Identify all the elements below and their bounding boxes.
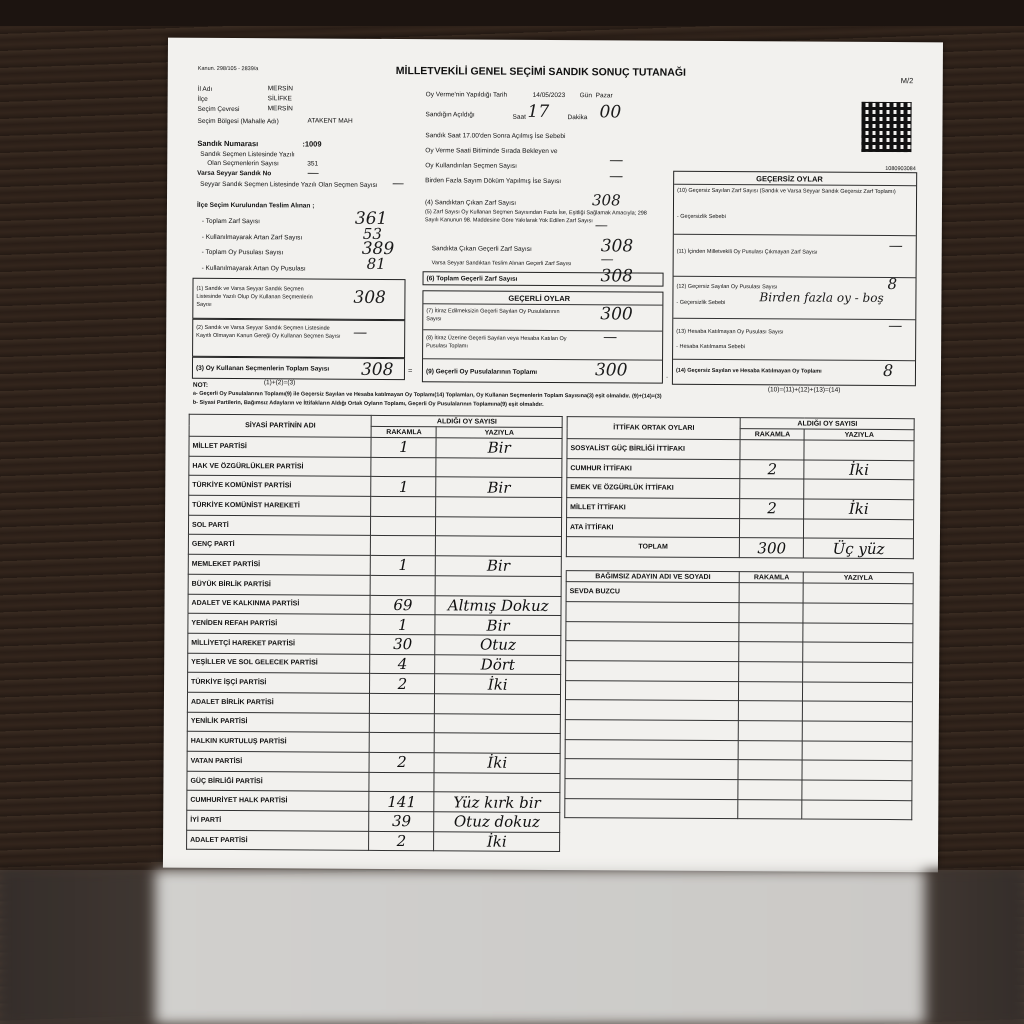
table-row bbox=[188, 613, 561, 635]
r6a-label: Sandıkta Çıkan Geçerli Zarf Sayısı bbox=[431, 245, 532, 253]
parties-name-cell: HALKIN KURTULUŞ PARTİSİ bbox=[187, 732, 370, 753]
r12-value: 8 bbox=[887, 275, 898, 294]
empty-cell bbox=[802, 741, 912, 761]
empty-cell bbox=[738, 780, 802, 800]
line-c-value: — bbox=[609, 168, 624, 185]
empty-cell bbox=[739, 681, 803, 701]
empty-row bbox=[565, 680, 912, 702]
table-row bbox=[189, 436, 562, 458]
bagimsiz-col-num: RAKAMLA bbox=[740, 572, 804, 583]
box-2 bbox=[192, 319, 405, 358]
blurred-overlay bbox=[0, 870, 1024, 1024]
empty-cell bbox=[803, 642, 913, 662]
r6b-label: Varsa Seyyar Sandıktan Teslim Alınan Geçerli Zarf Sayısı bbox=[431, 260, 572, 268]
barcode-number: 1080903084 bbox=[885, 166, 916, 173]
parties-name-cell: TÜRKİYE KOMÜNİST HAREKETİ bbox=[189, 495, 372, 516]
table-row bbox=[187, 751, 560, 773]
empty-cell bbox=[565, 779, 739, 800]
ittifak-num-cell: 2 bbox=[740, 459, 804, 479]
table-row bbox=[189, 456, 562, 478]
teslim-row-value: 53 bbox=[362, 224, 382, 243]
parties-text-cell bbox=[436, 457, 562, 477]
parties-text-cell bbox=[436, 517, 562, 537]
form-number: M/2 bbox=[900, 76, 914, 86]
parties-text-cell: Otuz bbox=[435, 635, 561, 655]
seyyar-no-value: — bbox=[307, 165, 320, 180]
table-row bbox=[188, 653, 561, 675]
bagimsiz-num-cell bbox=[739, 583, 803, 603]
bagimsiz-name-cell: SEVDA BUZCU bbox=[566, 582, 740, 603]
note-b: b- Siyasi Partilerin, Bağımsız Adayların ve İttifakların Aldığı Ortak Oyların Toplamı, Geçerli Oy Pusulalarının Toplamına(9) eşit olmalıdır. bbox=[192, 399, 544, 408]
r6b-value: — bbox=[600, 252, 614, 268]
ittifak-col-votes: ALDIĞI OY SAYISI bbox=[741, 418, 915, 430]
empty-cell bbox=[566, 601, 740, 622]
acilis-label: Sandığın Açıldığı bbox=[425, 111, 475, 119]
empty-row bbox=[566, 601, 913, 623]
r11-value: — bbox=[888, 238, 903, 255]
table-row bbox=[567, 439, 914, 461]
parties-num-cell: 4 bbox=[370, 654, 435, 674]
parties-num-cell: 39 bbox=[369, 811, 434, 831]
table-row bbox=[188, 673, 561, 695]
parties-table bbox=[186, 414, 563, 853]
parties-num-cell: 1 bbox=[371, 556, 436, 576]
ittifak-name-cell: ATA İTTİFAKI bbox=[566, 517, 740, 538]
ittifak-total-num: 300 bbox=[740, 538, 804, 558]
parties-name-cell: GÜÇ BİRLİĞİ PARTİSİ bbox=[187, 771, 370, 792]
box3-value: 308 bbox=[360, 359, 394, 381]
r11-label: (11) İçinden Milletvekili Oy Pusulası Çıkmayan Zarf Sayısı bbox=[676, 248, 818, 256]
table-row bbox=[187, 791, 560, 813]
empty-cell bbox=[803, 603, 913, 623]
bolge-label: Seçim Bölgesi (Mahalle Adı) bbox=[197, 117, 279, 126]
r5-value: — bbox=[594, 218, 608, 234]
empty-row bbox=[565, 700, 912, 722]
parties-num-cell: 1 bbox=[371, 477, 436, 497]
parties-num-cell: 2 bbox=[369, 831, 434, 851]
parties-name-cell: MİLLET PARTİSİ bbox=[189, 436, 372, 457]
r7-label: (7) İtiraz Edilmeksizin Geçerli Sayılan Oy Pusulalarının Sayısı bbox=[426, 308, 560, 323]
il-label: İl Adı bbox=[197, 85, 213, 93]
box2-value: — bbox=[353, 324, 368, 341]
cevre-value: MERSİN bbox=[267, 105, 293, 113]
kayitli-label-1: Sandık Seçmen Listesinde Yazılı bbox=[200, 150, 295, 159]
teslim-heading: İlçe Seçim Kurulundan Teslim Alınan ; bbox=[196, 201, 315, 210]
teslim-row-label: - Toplam Oy Pusulası Sayısı bbox=[201, 248, 284, 257]
parties-col-votes: ALDIĞI OY SAYISI bbox=[372, 415, 563, 427]
line-c-label: Birden Fazla Sayım Döküm Yapılmış İse Sayısı bbox=[425, 177, 562, 186]
empty-cell bbox=[803, 682, 913, 702]
parties-name-cell: YEŞİLLER VE SOL GELECEK PARTİSİ bbox=[188, 653, 371, 674]
parties-name-cell: SOL PARTİ bbox=[188, 515, 371, 536]
parties-num-cell: 69 bbox=[370, 595, 435, 615]
table-row bbox=[567, 458, 914, 480]
parties-name-cell: MİLLİYETÇİ HAREKET PARTİSİ bbox=[188, 633, 371, 654]
r12-reason: Birden fazla oy - boş bbox=[759, 290, 884, 306]
parties-name-cell: MEMLEKET PARTİSİ bbox=[188, 554, 371, 575]
parties-num-cell bbox=[369, 772, 434, 792]
parties-text-cell bbox=[436, 536, 562, 556]
ittifak-num-cell: 2 bbox=[740, 499, 804, 519]
empty-cell bbox=[739, 642, 803, 662]
kayitli-value: 351 bbox=[307, 160, 319, 168]
empty-row bbox=[565, 759, 912, 781]
not-label: NOT: bbox=[192, 381, 209, 389]
empty-cell bbox=[565, 720, 739, 741]
seyyar-no-label: Varsa Seyyar Sandık No bbox=[197, 169, 272, 178]
parties-name-cell: YENİDEN REFAH PARTİSİ bbox=[188, 613, 371, 634]
empty-row bbox=[566, 641, 913, 663]
parties-text-cell: İki bbox=[434, 832, 560, 852]
ittifak-num-cell bbox=[740, 479, 804, 499]
parties-text-cell: İki bbox=[435, 674, 561, 694]
parties-num-cell bbox=[371, 457, 436, 477]
parties-num-cell bbox=[370, 713, 435, 733]
empty-cell bbox=[565, 798, 739, 819]
box-1 bbox=[192, 278, 405, 320]
parties-num-cell: 1 bbox=[370, 615, 435, 635]
gecersiz-heading: GEÇERSİZ OYLAR bbox=[756, 174, 823, 184]
table-row bbox=[187, 732, 560, 754]
r13-label: (13) Hesaba Katılmayan Oy Pusulası Sayısı bbox=[676, 328, 784, 336]
ittifak-name-cell: SOSYALİST GÜÇ BİRLİĞİ İTTİFAKI bbox=[567, 439, 741, 460]
table-row bbox=[188, 515, 561, 537]
ittifak-total-text: Üç yüz bbox=[804, 538, 914, 558]
table-row bbox=[187, 692, 560, 714]
saat-label: Saat bbox=[512, 113, 526, 121]
parties-num-cell: 2 bbox=[370, 674, 435, 694]
parties-col-text: YAZIYLA bbox=[436, 427, 562, 439]
gecersiz-formula: (10)=(11)+(12)+(13)=(14) bbox=[767, 386, 841, 394]
parties-text-cell: Otuz dokuz bbox=[434, 812, 560, 832]
empty-row bbox=[565, 779, 912, 801]
not-formula: (1)+(2)=(3) bbox=[263, 379, 296, 387]
oy-tarih-value: 14/05/2023 bbox=[532, 91, 566, 100]
empty-cell bbox=[565, 700, 739, 721]
r4-label: (4) Sandıktan Çıkan Zarf Sayısı bbox=[424, 199, 517, 207]
box3-label: (3) Oy Kullanan Seçmenlerin Toplam Sayısı bbox=[195, 364, 330, 373]
empty-cell bbox=[739, 662, 803, 682]
parties-text-cell bbox=[436, 497, 562, 517]
parties-name-cell: ADALET BİRLİK PARTİSİ bbox=[187, 692, 370, 713]
ittifak-text-cell: İki bbox=[804, 499, 914, 519]
table-row bbox=[567, 498, 914, 520]
seyyar-value: — bbox=[392, 176, 405, 191]
empty-cell bbox=[802, 760, 912, 780]
empty-cell bbox=[739, 740, 803, 760]
parties-name-cell: TÜRKİYE İŞÇİ PARTİSİ bbox=[188, 673, 371, 694]
parties-name-cell: HAK VE ÖZGÜRLÜKLER PARTİSİ bbox=[189, 456, 372, 477]
line-b1-label: Oy Verme Saati Bitiminde Sırada Bekleyen ve bbox=[425, 147, 558, 156]
r14-label: (14) Geçersiz Sayılan ve Hesaba Katılmayan Oy Toplamı bbox=[675, 367, 822, 375]
parties-num-cell bbox=[370, 733, 435, 753]
table-row bbox=[566, 582, 913, 604]
empty-cell bbox=[565, 759, 739, 780]
ittifak-total-label: TOPLAM bbox=[566, 537, 740, 558]
parties-col-name: SİYASİ PARTİNİN ADI bbox=[189, 414, 372, 437]
table-row bbox=[187, 712, 560, 734]
r10-reason: - Geçersizlik Sebebi bbox=[676, 213, 726, 221]
teslim-row-label: - Toplam Zarf Sayısı bbox=[201, 217, 260, 226]
empty-row bbox=[565, 798, 912, 820]
gecersiz-box bbox=[672, 171, 917, 386]
table-row bbox=[188, 574, 561, 596]
teslim-row-value: 361 bbox=[354, 208, 388, 229]
dakika-value: 00 bbox=[599, 102, 622, 123]
parties-text-cell: Altmış Dokuz bbox=[435, 595, 561, 615]
gecerli-heading: GEÇERLİ OYLAR bbox=[508, 293, 571, 304]
parties-text-cell: Yüz kırk bir bbox=[434, 792, 560, 812]
seyyar-label: Seyyar Sandık Seçmen Listesinde Yazılı Olan Seçmen Sayısı bbox=[200, 180, 378, 189]
photo-top-edge bbox=[0, 0, 1024, 26]
gun-label: Gün bbox=[579, 92, 592, 100]
ittifak-text-cell: İki bbox=[804, 460, 914, 480]
r6-value: 308 bbox=[600, 266, 634, 287]
teslim-row-value: 389 bbox=[361, 238, 395, 260]
gecerli-box bbox=[422, 290, 664, 383]
r12-reason-label: - Geçersizlik Sebebi bbox=[676, 299, 726, 307]
r5-label: (5) Zarf Sayısı Oy Kullanan Seçmen Sayısından Fazla İse, Eşitliği Sağlamak Amacıyla; 298 Sayılı Kanunun 98. Maddesine Göre Yakılarak Yok Edilen Zarf Sayısı bbox=[424, 209, 647, 225]
bagimsiz-col-text: YAZIYLA bbox=[803, 572, 913, 584]
law-code: Kanun. 298/105 - 2839/a bbox=[197, 65, 259, 73]
table-row bbox=[189, 495, 562, 517]
ittifak-table bbox=[564, 416, 914, 820]
ittifak-text-cell bbox=[804, 479, 914, 499]
ilce-label: İlçe bbox=[197, 95, 208, 103]
parties-name-cell: VATAN PARTİSİ bbox=[187, 751, 370, 772]
empty-cell bbox=[738, 799, 802, 819]
r6-label: (6) Toplam Geçerli Zarf Sayısı bbox=[426, 275, 518, 283]
box-3 bbox=[192, 357, 405, 380]
parties-num-cell: 141 bbox=[369, 792, 434, 812]
empty-cell bbox=[803, 721, 913, 741]
parties-num-cell bbox=[371, 536, 436, 556]
parties-name-cell: BÜYÜK BİRLİK PARTİSİ bbox=[188, 574, 371, 595]
box1-value: 308 bbox=[353, 287, 386, 308]
ittifak-text-cell bbox=[804, 440, 914, 460]
teslim-row-label: - Kullanılmayarak Artan Zarf Sayısı bbox=[201, 233, 303, 242]
empty-cell bbox=[803, 701, 913, 721]
empty-cell bbox=[566, 621, 740, 642]
parties-num-cell: 1 bbox=[371, 437, 436, 457]
table-row bbox=[567, 478, 914, 500]
parties-num-cell bbox=[371, 516, 436, 536]
parties-text-cell: Dört bbox=[435, 654, 561, 674]
teslim-row-value: 81 bbox=[366, 254, 386, 273]
parties-text-cell bbox=[435, 694, 561, 714]
oy-tarih-label: Oy Verme'nin Yapıldığı Tarih bbox=[425, 91, 508, 99]
r8-label: (8) İtiraz Üzerine Geçerli Sayılan veya Hesaba Katılan Oy Pusulası Toplamı bbox=[426, 335, 567, 350]
r12-label: (12) Geçersiz Sayılan Oy Pusulası Sayısı bbox=[676, 283, 778, 291]
table-row bbox=[189, 476, 562, 498]
parties-text-cell bbox=[434, 772, 560, 792]
dakika-label: Dakika bbox=[567, 114, 588, 122]
empty-cell bbox=[803, 623, 913, 643]
parties-text-cell: İki bbox=[434, 753, 560, 773]
ittifak-text-cell bbox=[804, 519, 914, 539]
parties-text-cell: Bir bbox=[436, 438, 562, 458]
parties-text-cell: Bir bbox=[435, 615, 561, 635]
r10-label: (10) Geçersiz Sayılan Zarf Sayısı (Sandık ve Varsa Seyyar Sandık Geçersiz Zarf Toplamı) bbox=[677, 187, 896, 196]
empty-cell bbox=[566, 660, 740, 681]
line-b2-label: Oy Kullandırılan Seçmen Sayısı bbox=[425, 162, 518, 170]
ittifak-name-cell: CUMHUR İTTİFAKI bbox=[567, 458, 741, 479]
r13-reason: - Hesaba Katılmama Sebebi bbox=[676, 343, 745, 351]
form-title: MİLLETVEKİLİ GENEL SEÇİMİ SANDIK SONUÇ TUTANAĞI bbox=[395, 65, 686, 79]
empty-cell bbox=[739, 622, 803, 642]
il-value: MERSİN bbox=[267, 85, 293, 93]
box1-label: (1) Sandık ve Varsa Seyyar Sandık Seçmen Listesinde Yazılı Olup Oy Kullanan Seçmenlerin Sayısı bbox=[196, 285, 313, 308]
line-a-label: Sandık Saat 17.00'den Sonra Açılmış İse Sebebi bbox=[425, 132, 566, 141]
parties-col-num: RAKAMLA bbox=[371, 426, 436, 437]
ittifak-col-text: YAZIYLA bbox=[804, 429, 914, 441]
empty-cell bbox=[803, 662, 913, 682]
box2-label: (2) Sandık ve Varsa Seyyar Sandık Seçmen Listesinde Kayıtlı Olmayan Kanun Gereği Oy Kullanan Seçmen Sayısı bbox=[196, 324, 341, 340]
gun-value: Pazar bbox=[595, 92, 613, 100]
sandik-no-label: Sandık Numarası bbox=[197, 138, 259, 149]
parties-name-cell: GENÇ PARTİ bbox=[188, 535, 371, 556]
ballot-result-form bbox=[163, 38, 943, 873]
ittifak-name-cell: EMEK VE ÖZGÜRLÜK İTTİFAKI bbox=[567, 478, 741, 499]
empty-row bbox=[565, 720, 912, 742]
ilce-value: SİLİFKE bbox=[267, 95, 292, 103]
empty-row bbox=[566, 660, 913, 682]
r9-label: (9) Geçerli Oy Pusulalarının Toplamı bbox=[425, 368, 538, 376]
empty-cell bbox=[738, 760, 802, 780]
table-row bbox=[187, 810, 560, 832]
saat-value: 17 bbox=[527, 101, 550, 122]
table-row bbox=[188, 633, 561, 655]
r13-value: — bbox=[888, 318, 903, 335]
ittifak-col-num: RAKAMLA bbox=[740, 429, 804, 440]
r7-value: 300 bbox=[600, 304, 633, 325]
parties-num-cell: 2 bbox=[369, 752, 434, 772]
parties-name-cell: İYİ PARTİ bbox=[187, 810, 370, 831]
parties-text-cell bbox=[435, 576, 561, 596]
bagimsiz-text-cell bbox=[803, 583, 913, 603]
parties-name-cell: TÜRKİYE KOMÜNİST PARTİSİ bbox=[189, 476, 372, 497]
bagimsiz-col-name: BAĞIMSIZ ADAYIN ADI VE SOYADI bbox=[566, 571, 739, 583]
teslim-row-label: - Kullanılmayarak Artan Oy Pusulası bbox=[201, 264, 306, 273]
parties-text-cell: Bir bbox=[436, 556, 562, 576]
table-row bbox=[188, 594, 561, 616]
empty-cell bbox=[802, 800, 912, 820]
table-row bbox=[187, 771, 560, 793]
r14-value: 8 bbox=[882, 361, 894, 381]
parties-num-cell bbox=[371, 575, 436, 595]
empty-cell bbox=[739, 602, 803, 622]
ittifak-num-cell bbox=[740, 440, 804, 460]
qr-code-icon bbox=[861, 102, 911, 152]
ittifak-num-cell bbox=[740, 518, 804, 538]
empty-cell bbox=[802, 780, 912, 800]
parties-num-cell bbox=[371, 496, 436, 516]
r6a-value: 308 bbox=[600, 236, 634, 257]
parties-text-cell bbox=[435, 713, 561, 733]
cevre-label: Seçim Çevresi bbox=[197, 105, 240, 114]
line-b-value: — bbox=[609, 152, 624, 169]
sandik-no-value: :1009 bbox=[302, 139, 322, 149]
parties-text-cell bbox=[434, 733, 560, 753]
parties-num-cell bbox=[370, 693, 435, 713]
empty-cell bbox=[565, 739, 739, 760]
note-a: a- Geçerli Oy Pusulalarının Toplamı(9) ile Geçersiz Sayılan ve Hesaba katılmayan Oy Toplamı(14) Toplamları, Oy Kullanan Seçmenlerin Toplam Sayısına(3) eşit olmalıdır. (9)+(14)=(3) bbox=[192, 390, 662, 400]
parties-name-cell: ADALET VE KALKINMA PARTİSİ bbox=[188, 594, 371, 615]
empty-cell bbox=[565, 680, 739, 701]
parties-num-cell: 30 bbox=[370, 634, 435, 654]
ittifak-name-cell: MİLLET İTTİFAKI bbox=[567, 498, 741, 519]
empty-cell bbox=[739, 701, 803, 721]
parties-name-cell: CUMHURİYET HALK PARTİSİ bbox=[187, 791, 370, 812]
empty-row bbox=[566, 621, 913, 643]
dot-sign: . bbox=[665, 370, 669, 380]
parties-text-cell: Bir bbox=[436, 477, 562, 497]
table-row bbox=[188, 535, 561, 557]
empty-row bbox=[565, 739, 912, 761]
r9-value: 300 bbox=[594, 360, 628, 381]
table-row bbox=[187, 830, 560, 852]
ittifak-col-name: İTTİFAK ORTAK OYLARI bbox=[567, 417, 741, 440]
equals-sign-1: = bbox=[407, 366, 413, 376]
r8-value: — bbox=[603, 329, 618, 346]
bolge-value: ATAKENT MAH bbox=[307, 117, 353, 125]
empty-cell bbox=[566, 641, 740, 662]
parties-name-cell: YENİLİK PARTİSİ bbox=[187, 712, 370, 733]
empty-cell bbox=[739, 721, 803, 741]
table-row bbox=[566, 517, 913, 539]
kayitli-label-2: Olan Seçmenlerin Sayısı bbox=[207, 159, 279, 168]
parties-name-cell: ADALET PARTİSİ bbox=[187, 830, 370, 851]
r4-value: 308 bbox=[591, 191, 621, 210]
table-row bbox=[188, 554, 561, 576]
